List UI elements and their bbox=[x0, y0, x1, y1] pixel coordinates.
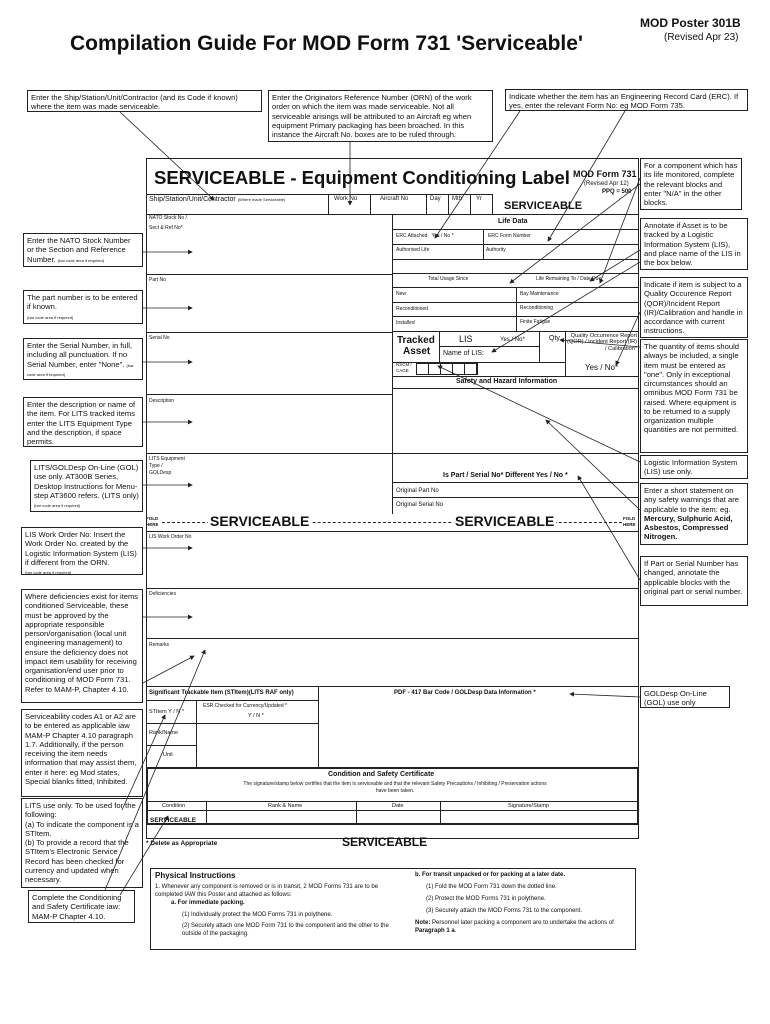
physical-b: b. For transit unpacked or for packing at a later date. bbox=[415, 872, 566, 878]
bay-maintenance-label: Bay Maintenance bbox=[520, 291, 559, 297]
sig-track-label: Significant Trackable Item (STItem)(LITS RAF only) bbox=[149, 690, 294, 696]
here-left: HERE bbox=[146, 522, 159, 527]
work-no-label: Work No bbox=[334, 196, 358, 202]
physical-a: a. For immediate packing. bbox=[171, 900, 245, 906]
new-label: New bbox=[396, 291, 407, 297]
lis-work-order-label: LIS Work Order No bbox=[149, 534, 192, 540]
life-data-label: Life Data bbox=[498, 218, 528, 225]
physical-a2: (2) Securely attach one MOD Form 731 to the component and the other to the outside of the packaging. bbox=[182, 923, 389, 937]
aircraft-no-label: Aircraft No bbox=[380, 196, 409, 202]
original-part-label: Original Part No bbox=[396, 488, 439, 494]
fold-right: FOLD bbox=[623, 516, 636, 521]
authorised-life-label: Authorised Life bbox=[396, 247, 430, 253]
poster-revision: (Revised Apr 23) bbox=[664, 32, 739, 43]
callout-part: The part number is to be entered if known. (bar code area if required) bbox=[23, 290, 143, 324]
serial-no-label: Serial No bbox=[149, 335, 170, 341]
callout-lits: LITS/GOLDesp On-Line (GOL) use only. AT300B Series, Desktop Instructions for Menu-step AT3600 refers. (LITS only)(bar code area if required) bbox=[30, 460, 143, 512]
callout-qor: Indicate if item is subject to a Quality Occurence Report (QOR)/Incident Report (IR)/Calibration and handle in accordance with current instructions. bbox=[640, 277, 748, 338]
esr-yn-label: Y / N * bbox=[248, 713, 264, 719]
signature-label: Signature/Stamp bbox=[508, 803, 549, 809]
remarks-label: Remarks bbox=[149, 642, 170, 648]
date-label: Date bbox=[392, 803, 404, 809]
qor-yes-no-label: Yes / No* bbox=[585, 363, 619, 372]
finite-fatigue-label: Finite Fatigue bbox=[520, 319, 551, 325]
lis-label: LIS bbox=[459, 334, 473, 344]
callout-wo: LIS Work Order No: Insert the Work Order No. created by the Logistic Information System (LIS) if different from the ORN. (bar code area if required) bbox=[21, 527, 143, 575]
original-serial-label: Original Serial No bbox=[396, 502, 444, 508]
cert-title: Condition and Safety Certificate bbox=[328, 771, 435, 778]
stitem-label: STItem Y / N * bbox=[149, 709, 184, 715]
serviceable-fold-2: SERVICEABLE bbox=[455, 513, 555, 529]
form-revision: (Revised Apr 12) bbox=[584, 181, 629, 187]
pdf-label: PDF - 417 Bar Code / GOLDesp Data Information * bbox=[394, 690, 536, 696]
physical-b1: (1) Fold the MOD Form 731 down the dotted line. bbox=[426, 884, 557, 890]
reconditioned-label: Reconditioned bbox=[396, 306, 428, 312]
year-label: Yr bbox=[476, 196, 482, 202]
poster-code: MOD Poster 301B bbox=[640, 16, 741, 30]
callout-codes: Serviceability codes A1 or A2 are to be entered as applicable iaw MAM-P Chapter 4.10 paragraph 1.7. Additionally, if the person receiving the item needs information that may assist them, enter it here: eg Mod states, Special blanks fitted, Inhibited. bbox=[21, 709, 143, 797]
callout-qty: The quantity of items should always be included, a single item must be entered as "one". Only in exceptional circumstances should an omnibus MOD Form 731 be raised. Where equipment is to be returned to a supply organization multiple quantities are not permitted. bbox=[640, 339, 748, 453]
name-of-lis-label: Name of LIS: bbox=[443, 350, 484, 357]
esr-label: ESR Checked for Currency/Updated * bbox=[203, 703, 287, 709]
rank-label: Rank & Name bbox=[268, 803, 303, 809]
lits-equip-label: LITS Equipment bbox=[149, 456, 185, 462]
condition-label: Condition bbox=[162, 803, 186, 809]
total-usage-label: Total Usage Since bbox=[428, 276, 469, 282]
callout-serial: Enter the Serial Number, in full, including all punctuation. If no Serial Number, enter "None". (bar code area if required) bbox=[23, 338, 143, 380]
description-label: Description bbox=[149, 398, 175, 404]
physical-a1: (1) Individually protect the MOD Forms 731 in polythene. bbox=[182, 912, 333, 918]
physical-note: Note: Personnel later packing a component are to undertake the actions of Paragraph 1 a. bbox=[415, 920, 614, 934]
ship-label: Ship/Station/Unit/Contractor (Where made Serviceable) bbox=[149, 196, 286, 203]
poster-title: Compilation Guide For MOD Form 731 'Serviceable' bbox=[70, 32, 583, 55]
callout-deficiencies: Where deficiencies exist for items conditioned Serviceable, these must be approved by the appropriate responsible person/organisation (local unit engineering management) to ensure the deficiency does not impact item usability for receiving organisation/end user prior to conditioning of MOD Form 731. Refer to MAM-P, Chapter 4.10. bbox=[21, 589, 143, 703]
day-label: Day bbox=[430, 196, 441, 202]
callout-life: For a component which has its life monitored, complete the relevant blocks and enter "N/A" in the other blocks. bbox=[640, 158, 742, 210]
goldesp-label: GOLDesp bbox=[149, 470, 172, 476]
callout-condition: Complete the Conditioning and Safety Certificate iaw: MAM-P Chapter 4.10. bbox=[28, 890, 135, 923]
sect-ref-label: Sect & Ref No* bbox=[149, 225, 183, 231]
form-heading: SERVICEABLE - Equipment Conditioning Label bbox=[154, 167, 570, 188]
cert-text: The signature/stamp below certifies that the item is serviceable and that the relevant Safety Precautions / Inhibiting / Preservation actions have been taken. bbox=[243, 781, 547, 794]
lis-yes-no-label: Yes / No* bbox=[500, 337, 525, 343]
callout-lits-usage: LITS use only. To be used for the following: (a) To indicate the component is a STItem. (b) To provide a record that the STItem's Electronic Service Record has been checked for currency and updated when necessary. bbox=[21, 798, 143, 888]
part-different-label: Is Part / Serial No* Different Yes / No * bbox=[443, 472, 568, 479]
qor-label: Quality Occurrence Report (QOR) / Incident Report (IR) / Calibration* bbox=[567, 333, 637, 352]
deficiencies-label: Deficiencies bbox=[149, 591, 176, 597]
authority-label: Authority bbox=[486, 247, 506, 253]
callout-safety: Enter a short statement on any safety warnings that are applicable to the item: eg. Mercury, Sulphuric Acid, Asbestos, Compressed Nitrogen. bbox=[640, 483, 748, 545]
part-no-label: Part No bbox=[149, 277, 166, 283]
callout-nato: Enter the NATO Stock Number or the Section and Reference Number. (bar code area if required) bbox=[23, 233, 143, 267]
callout-lis-use: Logistic Information System (LIS) use only. bbox=[640, 455, 748, 479]
nscm-label: NSCM / bbox=[396, 362, 412, 367]
callout-ship: Enter the Ship/Station/Unit/Contractor (and its Code if known) where the item was made serviceable. bbox=[27, 90, 262, 112]
callout-goldesp: GOLDesp On-Line (GOL) use only bbox=[640, 686, 730, 708]
physical-b3: (3) Securely attach the MOD Forms 731 to the component. bbox=[426, 908, 583, 914]
serviceable-bottom: SERVICEABLE bbox=[342, 835, 428, 849]
nato-label: NATO Stock No / bbox=[149, 215, 187, 221]
rank-name-label: Rank/Name bbox=[149, 730, 179, 736]
qty-label: Qty bbox=[549, 335, 560, 342]
physical-title: Physical Instructions bbox=[155, 871, 236, 880]
safety-label: Safety and Hazard Information bbox=[456, 378, 558, 385]
type-label: Type / bbox=[149, 463, 163, 469]
form-number: MOD Form 731 bbox=[573, 169, 637, 179]
tracked-label: Tracked bbox=[397, 335, 435, 346]
callout-orn: Enter the Originators Reference Number (ORN) of the work order on which the item was made serviceable. Not all serviceable arisings will be attributed to an Aircraft eg when equipment Primary packaging has been broached. In this instance the Aircraft No. boxes are to be ruled through. bbox=[268, 90, 493, 142]
serviceable-cell: SERVICEABLE bbox=[150, 817, 197, 824]
month-label: Mth bbox=[452, 196, 463, 202]
asset-label: Asset bbox=[403, 346, 431, 357]
installed-label: Installed bbox=[396, 320, 415, 326]
physical-p1: 1. Whenever any component is removed or is in transit, 2 MOD Forms 731 are to be completed IAW this Poster and attached as follows: bbox=[155, 884, 379, 898]
physical-b2: (2) Protect the MOD Forms 731 in polythene. bbox=[426, 896, 546, 902]
erc-form-label: ERC Form Number bbox=[488, 233, 531, 239]
form-serviceable-top: SERVICEABLE bbox=[504, 200, 583, 212]
here-right: HERE bbox=[623, 522, 636, 527]
form-ppq: PPQ = 500 bbox=[602, 189, 632, 195]
serviceable-fold-1: SERVICEABLE bbox=[210, 513, 310, 529]
callout-erc: Indicate whether the item has an Engineering Record Card (ERC). If yes, enter the relevant Form No: eg MOD Form 735. bbox=[505, 89, 748, 111]
delete-note: * Delete as Appropriate bbox=[146, 840, 218, 847]
callout-lis-track: Annotate if Asset is to be tracked by a Logistic Information System (LIS), and place name of the LIS in the box below. bbox=[640, 218, 748, 270]
unit-label: Unit bbox=[163, 752, 173, 758]
reconditioning-label: Reconditioning bbox=[520, 305, 554, 311]
cage-label: CAGE bbox=[396, 368, 409, 373]
life-remaining-label: Life Remaining To / Date Due bbox=[536, 276, 602, 282]
fold-left: FOLD bbox=[146, 516, 159, 521]
erc-attached-label: ERC Attached Yes / No * bbox=[396, 233, 454, 239]
callout-desc: Enter the description or name of the item. For LITS tracked items enter the LITS Equipment Type and the description, if space permits. bbox=[23, 397, 143, 447]
callout-part-change: If Part or Serial Number has changed, annotate the applicable blocks with the original part or serial number. bbox=[640, 556, 748, 606]
